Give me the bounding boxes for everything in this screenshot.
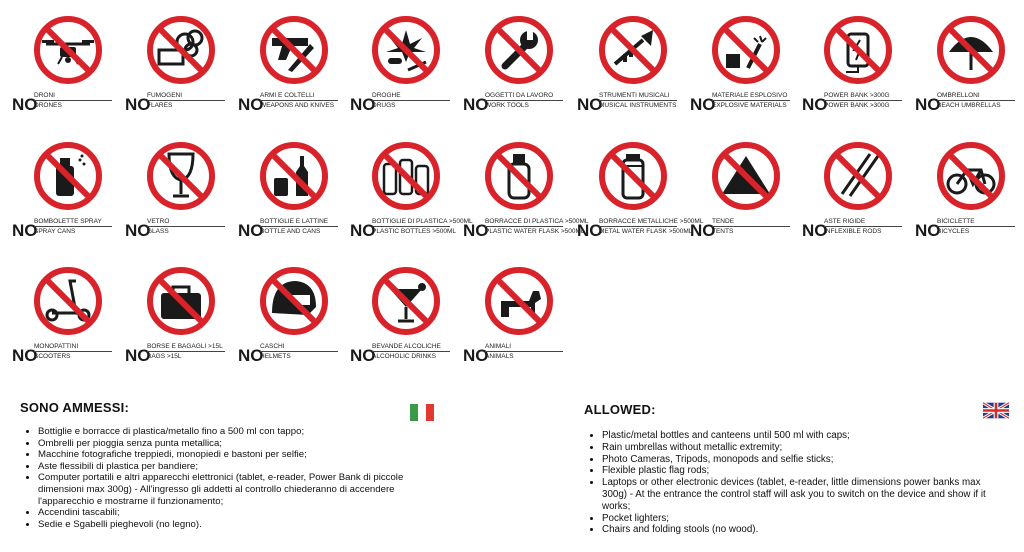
prohibited-item-caption [577,88,687,122]
item-label-italian: DROGHE [372,92,401,99]
prohibited-item-caption [802,88,912,122]
item-label-english: BICYCLES [937,228,970,235]
prohibited-item [915,14,1024,124]
power-bank-icon [822,14,894,86]
no-label: NO [802,95,828,114]
prohibited-item [238,14,348,124]
caption-divider [147,351,225,352]
no-label: NO [350,221,376,240]
list-item: • Chairs and folding stools (no wood). [602,524,1004,536]
allowed-section-italian [20,400,440,530]
prohibited-item-caption [915,214,1024,248]
uk-flag-icon [983,402,1009,419]
item-label-english: PLASTIC BOTTLES >500ML [372,228,456,235]
list-item: • Aste flessibili di plastica per bandiere; [38,461,440,473]
item-label-english: WORK TOOLS [485,102,529,109]
rods-icon [822,140,894,212]
no-label: NO [12,95,38,114]
prohibited-item [802,140,912,250]
prohibited-item [350,265,460,375]
item-label-english: WEAPONS AND KNIVES [260,102,335,109]
prohibited-item-caption [350,339,460,373]
prohibited-item [577,140,704,250]
no-label: NO [802,221,828,240]
item-label-english: FLARES [147,102,173,109]
prohibited-item [238,265,348,375]
no-label: NO [463,346,489,365]
item-label-italian: STRUMENTI MUSICALI [599,92,670,99]
prohibited-item [125,265,235,375]
caption-divider [260,100,338,101]
item-label-english: BEACH UMBRELLAS [937,102,1001,109]
no-label: NO [915,95,941,114]
item-label-english: TENTS [712,228,734,235]
flare-icon [145,14,217,86]
item-label-italian: OMBRELLONI [937,92,980,99]
no-label: NO [238,95,264,114]
item-label-italian: MATERIALE ESPLOSIVO [712,92,788,99]
caption-divider [147,226,225,227]
item-label-english: PLASTIC WATER FLASK >500ML [485,228,585,235]
trumpet-icon [597,14,669,86]
caption-divider [599,100,677,101]
allowed-section-english [584,402,1004,536]
no-label: NO [238,346,264,365]
item-label-english: DRONES [34,102,62,109]
caption-divider [34,100,112,101]
item-label-italian: BOTTIGLIE DI PLASTICA >500ML [372,218,473,225]
explosive-icon [710,14,782,86]
plastic-bottles-icon [370,140,442,212]
cocktail-icon [370,265,442,337]
helmet-icon [258,265,330,337]
prohibited-item [690,140,800,250]
dog-icon [483,265,555,337]
item-label-italian: BOTTIGLIE E LATTINE [260,218,329,225]
item-label-english: MUSICAL INSTRUMENTS [599,102,677,109]
wine-glass-icon [145,140,217,212]
prohibited-item [350,140,473,250]
item-label-italian: BORRACCE METALLICHE >500ML [599,218,704,225]
list-item: • Ombrelli per pioggia senza punta metallica; [38,438,440,450]
bag-icon [145,265,217,337]
caption-divider [937,100,1015,101]
prohibited-item [350,14,460,124]
plastic-flask-icon [483,140,555,212]
allowed-list-italian [20,426,440,530]
item-label-italian: BORRACCE DI PLASTICA >500ML [485,218,589,225]
no-label: NO [577,95,603,114]
no-label: NO [125,221,151,240]
item-label-italian: BORSE E BAGAGLI >15L [147,343,223,350]
prohibited-item [802,14,912,124]
item-label-italian: ARMI E COLTELLI [260,92,315,99]
prohibited-item-caption [915,88,1024,122]
item-label-english: METAL WATER FLASK >500ML [599,228,693,235]
item-label-english: HELMETS [260,353,291,360]
item-label-english: POWER BANK >300G [824,102,890,109]
item-label-english: ANIMALS [485,353,514,360]
item-label-italian: DRONI [34,92,55,99]
drone-icon [32,14,104,86]
item-label-italian: FUMOGENI [147,92,183,99]
prohibited-item [12,14,122,124]
no-label: NO [690,221,716,240]
prohibited-item-caption [238,339,348,373]
no-label: NO [350,346,376,365]
no-label: NO [463,221,489,240]
caption-divider [372,226,450,227]
prohibited-item [463,14,573,124]
prohibited-item-caption [350,214,473,248]
caption-divider [824,100,902,101]
bicycle-icon [935,140,1007,212]
list-item: • Pocket lighters; [602,513,1004,525]
prohibited-item-caption [690,214,800,248]
caption-divider [485,226,563,227]
prohibited-item-caption [125,339,235,373]
umbrella-icon [935,14,1007,86]
item-label-italian: ANIMALI [485,343,512,350]
caption-divider [34,351,112,352]
no-label: NO [238,221,264,240]
caption-divider [712,226,790,227]
item-label-english: EXPLOSIVE MATERIALS [712,102,787,109]
prohibited-item [238,140,348,250]
list-item: • Sedie e Sgabelli pieghevoli (no legno). [38,519,440,531]
caption-divider [485,351,563,352]
caption-divider [712,100,790,101]
caption-divider [372,351,450,352]
metal-flask-icon [597,140,669,212]
allowed-title-english: ALLOWED: [584,402,656,417]
item-label-italian: MONOPATTINI [34,343,79,350]
item-label-english: BAGS >15L [147,353,182,360]
list-item: • Photo Cameras, Tripods, monopods and selfie sticks; [602,454,1004,466]
prohibited-item [463,265,573,375]
item-label-english: SPRAY CANS [34,228,76,235]
prohibited-item [690,14,800,124]
prohibited-item-caption [12,339,122,373]
item-label-english: ALCOHOLIC DRINKS [372,353,436,360]
allowed-list-english [584,430,1004,536]
item-label-english: BOTTLE AND CANS [260,228,321,235]
no-label: NO [690,95,716,114]
no-label: NO [12,221,38,240]
bottle-can-icon [258,140,330,212]
prohibited-item-caption [238,88,348,122]
prohibited-item-caption [238,214,348,248]
prohibited-item-caption [12,88,122,122]
list-item: • Flexible plastic flag rods; [602,465,1004,477]
item-label-english: SCOOTERS [34,353,71,360]
no-label: NO [577,221,603,240]
allowed-title-italian: SONO AMMESSI: [20,400,130,415]
caption-divider [260,351,338,352]
caption-divider [599,226,677,227]
item-label-italian: POWER BANK >300G [824,92,890,99]
no-label: NO [350,95,376,114]
wrench-icon [483,14,555,86]
caption-divider [937,226,1015,227]
list-item: • Computer portatili e altri apparecchi elettronici (tablet, e-reader, Power Bank di piccole dimensioni max 300g) - All'ingresso gli addetti al controllo chiederanno di accendere l'apparecchio e mostrarne il funzionamento; [38,472,440,507]
caption-divider [147,100,225,101]
prohibited-item [12,140,122,250]
list-item: • Rain umbrellas without metallic extremity; [602,442,1004,454]
item-label-english: GLASS [147,228,169,235]
prohibited-item-caption [463,339,573,373]
prohibited-item [12,265,122,375]
item-label-italian: TENDE [712,218,735,225]
no-label: NO [12,346,38,365]
prohibited-item-caption [690,88,800,122]
prohibited-item-caption [463,88,573,122]
caption-divider [372,100,450,101]
list-item: • Macchine fotografiche treppiedi, monopiedi e bastoni per selfie; [38,449,440,461]
caption-divider [34,226,112,227]
caption-divider [824,226,902,227]
prohibited-item-caption [125,88,235,122]
item-label-italian: ASTE RIGIDE [824,218,866,225]
drugs-icon [370,14,442,86]
spray-can-icon [32,140,104,212]
item-label-italian: BEVANDE ALCOLICHE [372,343,441,350]
no-label: NO [915,221,941,240]
item-label-english: INFLEXIBLE RODS [824,228,882,235]
knife-gun-icon [258,14,330,86]
item-label-italian: CASCHI [260,343,285,350]
scooter-icon [32,265,104,337]
item-label-italian: OGGETTI DA LAVORO [485,92,554,99]
prohibited-item [463,140,589,250]
item-label-italian: BICICLETTE [937,218,975,225]
prohibited-item [915,140,1024,250]
prohibited-item [125,14,235,124]
italy-flag-icon [410,404,434,421]
item-label-english: DRUGS [372,102,396,109]
tent-icon [710,140,782,212]
list-item: • Plastic/metal bottles and canteens until 500 ml with caps; [602,430,1004,442]
prohibited-item-caption [12,214,122,248]
list-item: • Laptops or other electronic devices (tablet, e-reader, little dimensions power banks max 300g) - At the entrance the control staff will ask you to switch on the device and show if it works; [602,477,1004,512]
no-label: NO [125,346,151,365]
prohibited-item [125,140,235,250]
no-label: NO [463,95,489,114]
list-item: • Accendini tascabili; [38,507,440,519]
list-item: • Bottiglie e borracce di plastica/metallo fino a 500 ml con tappo; [38,426,440,438]
prohibited-item-caption [463,214,589,248]
prohibited-item-caption [577,214,704,248]
no-label: NO [125,95,151,114]
prohibited-item-caption [802,214,912,248]
prohibited-item [577,14,687,124]
item-label-italian: VETRO [147,218,170,225]
prohibited-item-caption [125,214,235,248]
item-label-italian: BOMBOLETTE SPRAY [34,218,102,225]
prohibited-item-caption [350,88,460,122]
caption-divider [260,226,338,227]
caption-divider [485,100,563,101]
